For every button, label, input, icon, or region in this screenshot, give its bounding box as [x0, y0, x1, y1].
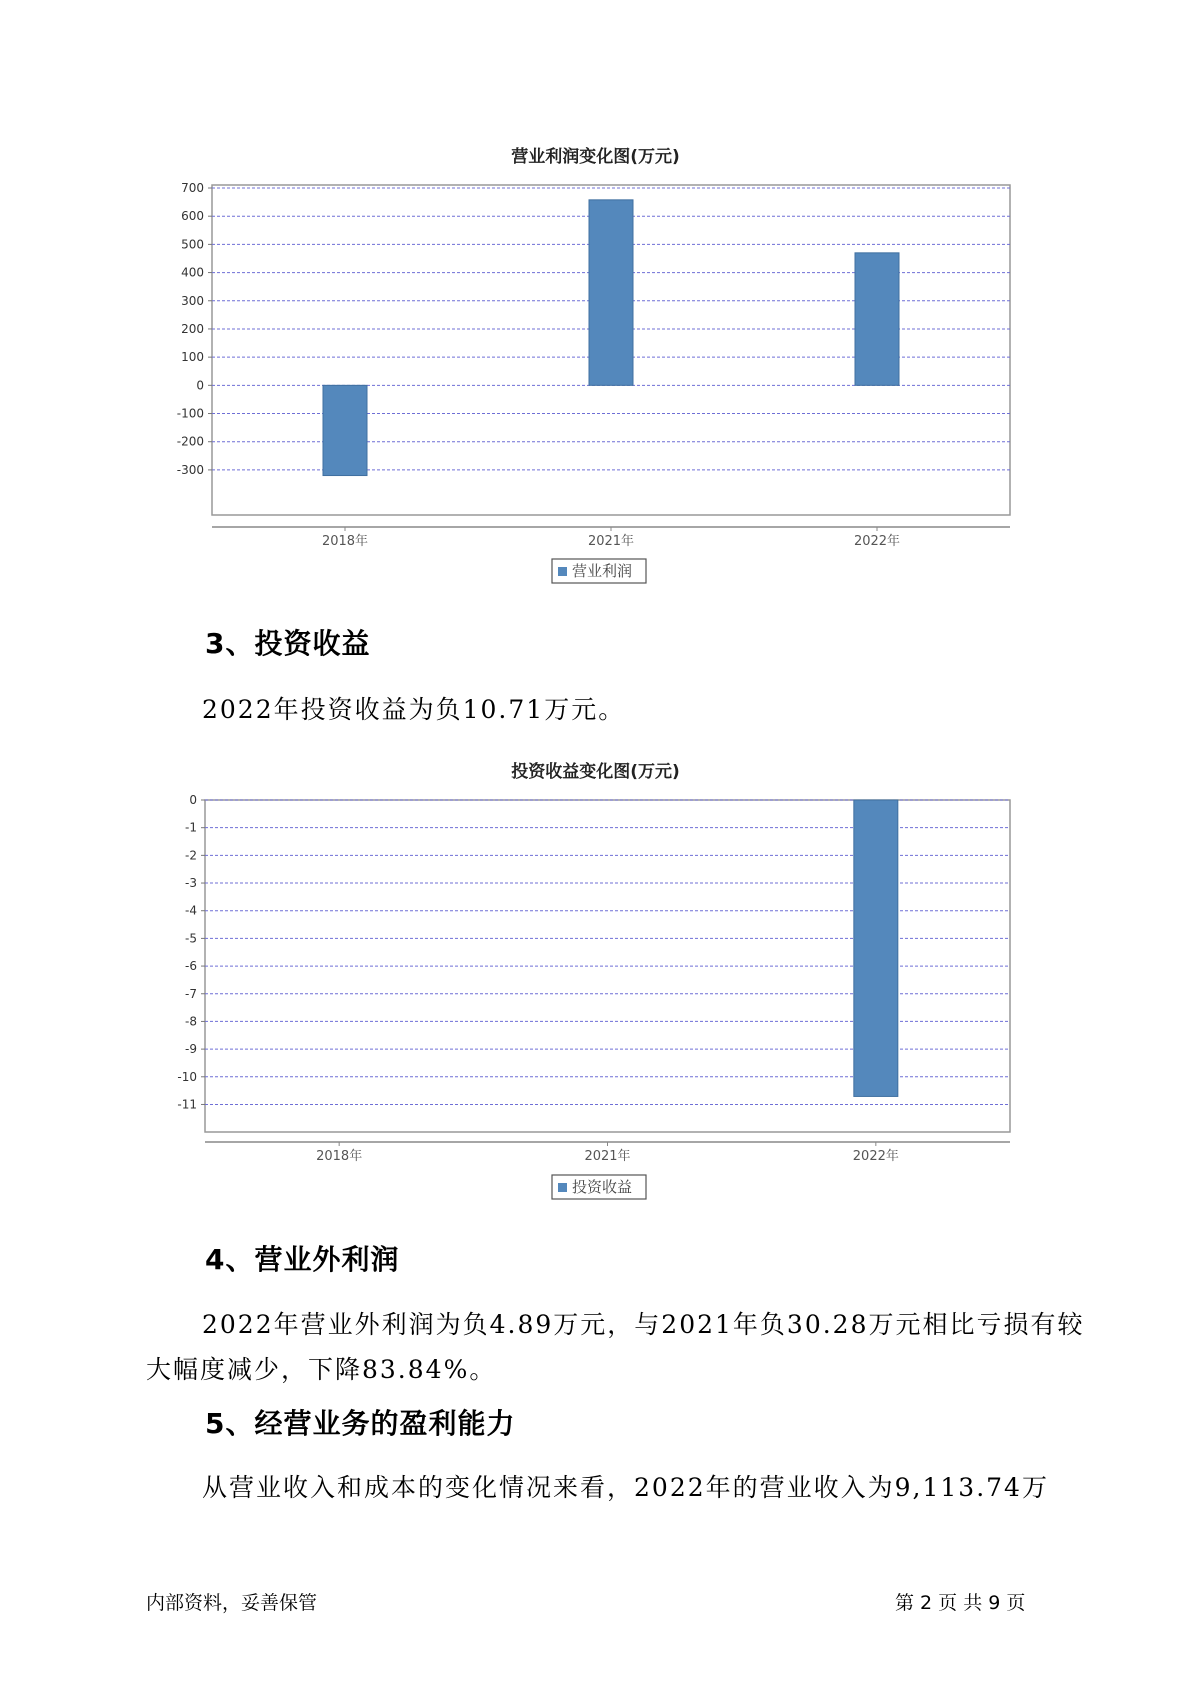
y-tick-label: 0 [196, 378, 204, 393]
bar [589, 200, 633, 385]
footer-page-number: 第 2 页 共 9 页 [895, 1592, 1026, 1614]
y-tick-label: -10 [177, 1069, 197, 1084]
paragraph-non-operating-line1: 2022年营业外利润为负4.89万元，与2021年负30.28万元相比亏损有较 [202, 1310, 1085, 1339]
y-tick-label: -9 [185, 1042, 197, 1057]
y-tick-label: 500 [181, 237, 204, 252]
investment-income-chart [0, 780, 1191, 1200]
heading-profitability: 5、经营业务的盈利能力 [205, 1407, 516, 1440]
chart2-title: 投资收益变化图(万元) [511, 762, 680, 782]
legend-label: 投资收益 [572, 1178, 633, 1196]
footer-confidential: 内部资料，妥善保管 [146, 1592, 318, 1614]
x-tick-label: 2022年 [852, 1149, 899, 1164]
x-tick-label: 2022年 [853, 534, 901, 549]
y-tick-label: -200 [176, 434, 204, 449]
legend-swatch [558, 567, 567, 576]
paragraph-investment-income: 2022年投资收益为负10.71万元。 [202, 695, 626, 724]
y-tick-label: 100 [181, 350, 204, 365]
heading-non-operating-profit: 4、营业外利润 [205, 1243, 400, 1276]
y-tick-label: 700 [181, 181, 204, 195]
y-tick-label: -100 [176, 406, 204, 421]
y-tick-label: 400 [181, 265, 204, 280]
x-tick-label: 2021年 [587, 534, 635, 549]
x-tick-label: 2018年 [316, 1149, 363, 1164]
bar [854, 800, 898, 1096]
y-tick-label: 300 [181, 293, 204, 308]
y-tick-label: -3 [185, 876, 197, 891]
legend-swatch [558, 1183, 567, 1192]
y-tick-label: 200 [181, 321, 204, 336]
x-tick-label: 2018年 [321, 534, 369, 549]
paragraph-profitability-line1: 从营业收入和成本的变化情况来看，2022年的营业收入为9,113.74万 [202, 1473, 1049, 1502]
y-tick-label: -4 [185, 903, 197, 918]
y-tick-label: -6 [185, 959, 197, 974]
y-tick-label: 600 [181, 209, 204, 224]
heading-investment-income: 3、投资收益 [205, 627, 371, 660]
y-tick-label: -300 [176, 462, 204, 477]
bar [855, 253, 899, 385]
legend-label: 营业利润 [572, 562, 633, 580]
x-tick-label: 2021年 [584, 1149, 631, 1164]
operating-profit-chart [0, 165, 1191, 725]
y-tick-label: -11 [177, 1097, 197, 1112]
paragraph-non-operating-line2: 大幅度减少，下降83.84%。 [146, 1355, 497, 1384]
y-tick-label: -2 [185, 848, 197, 863]
chart1-title: 营业利润变化图(万元) [511, 147, 680, 167]
y-tick-label: -8 [185, 1014, 197, 1029]
bar [323, 385, 367, 475]
y-tick-label: -7 [185, 986, 197, 1001]
y-tick-label: 0 [189, 793, 197, 807]
y-tick-label: -1 [185, 820, 197, 835]
y-tick-label: -5 [185, 931, 197, 946]
